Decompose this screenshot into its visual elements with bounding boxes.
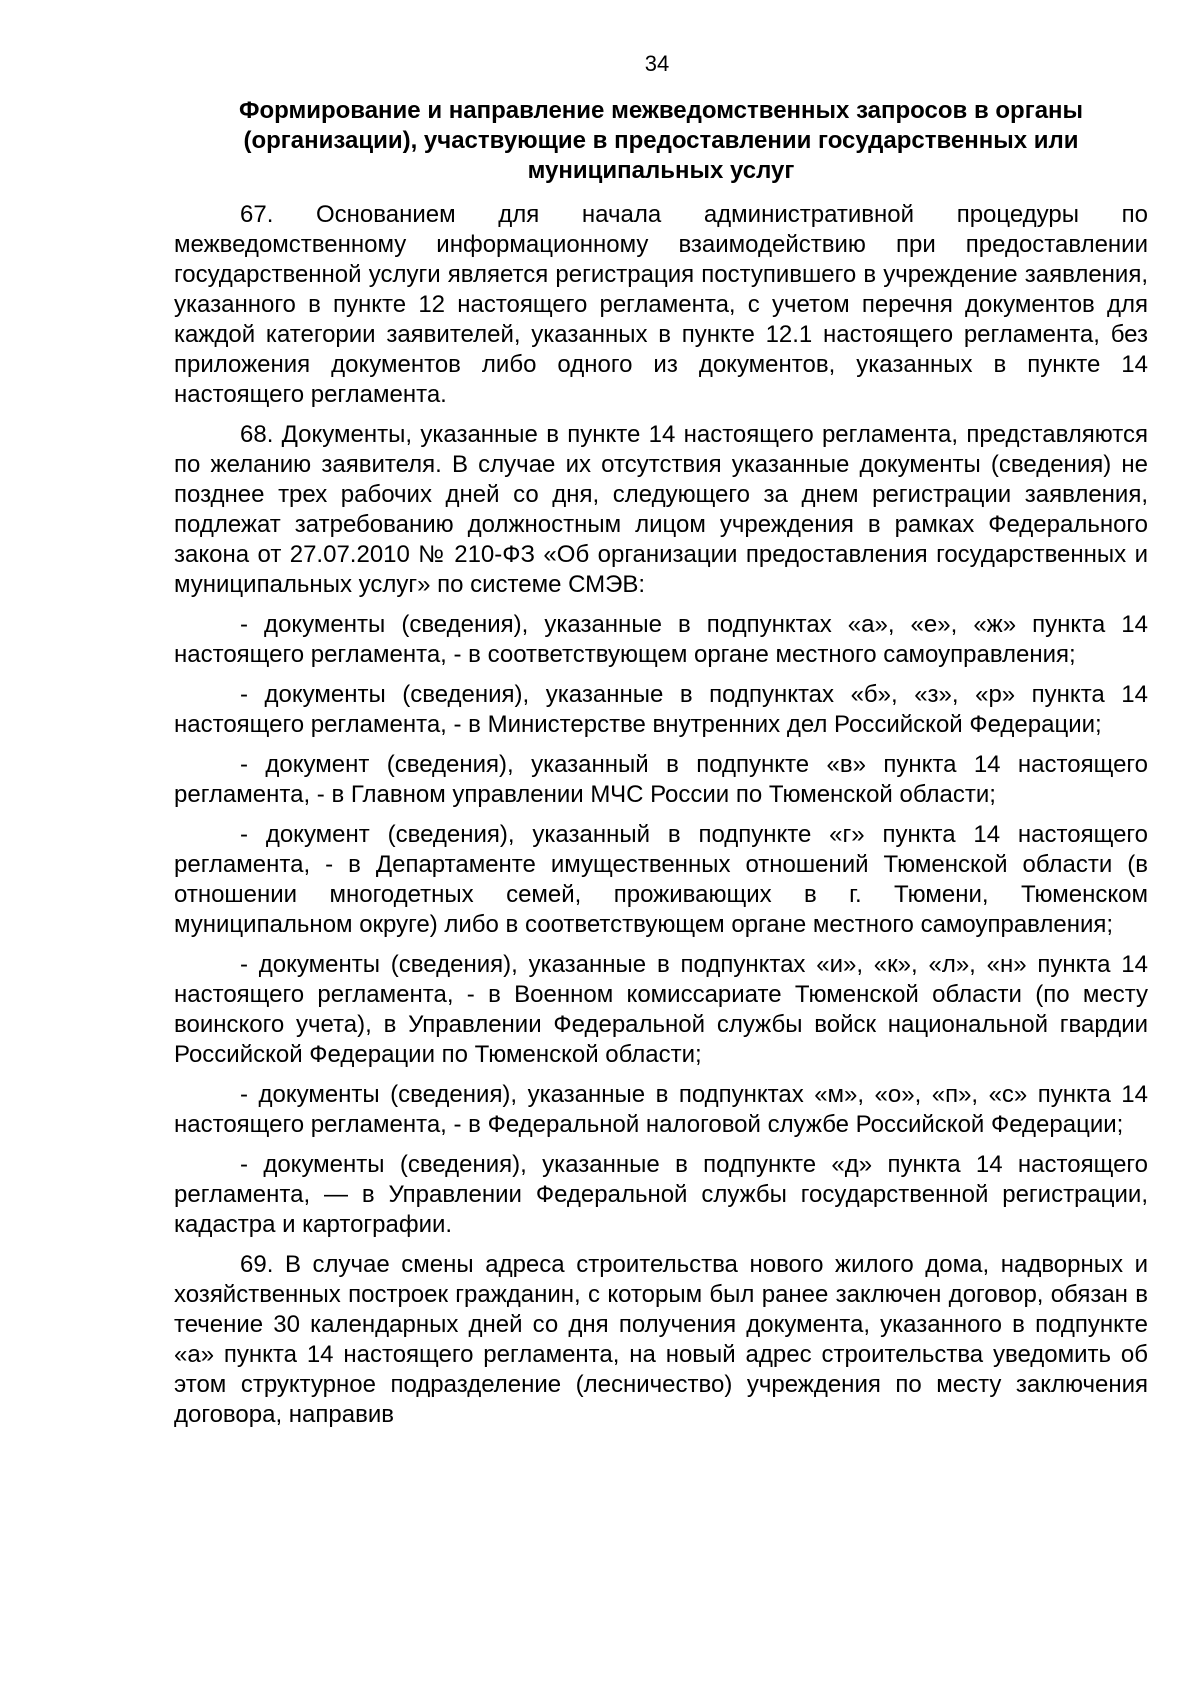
list-item-local-government: - документы (сведения), указанные в подпунктах «а», «е», «ж» пункта 14 настоящего регламента, - в соответствующем органе местного самоуправления; bbox=[174, 611, 1148, 668]
list-item-emergency-ministry: - документ (сведения), указанный в подпункте «в» пункта 14 настоящего регламента, - в Главном управлении МЧС России по Тюменской области; bbox=[174, 751, 1148, 808]
list-item-tax-service: - документы (сведения), указанные в подпунктах «м», «о», «п», «с» пункта 14 настоящего регламента, - в Федеральной налоговой службе Российской Федерации; bbox=[174, 1081, 1148, 1138]
section-heading: Формирование и направление межведомственных запросов в органы (организации), участвующие в предоставлении государственных или муниципальных услуг bbox=[238, 97, 1084, 184]
list-item-interior-ministry: - документы (сведения), указанные в подпунктах «б», «з», «р» пункта 14 настоящего регламента, - в Министерстве внутренних дел Российской Федерации; bbox=[174, 681, 1148, 738]
paragraph-67: 67. Основанием для начала административной процедуры по межведомственному информационному взаимодействию при предоставлении государственной услуги является регистрация поступившего в учреждение заявления, указанного в пункте 12 настоящего регламента, с учетом перечня документов для каждой категории заявителей, указанных в пункте 12.1 настоящего регламента, без приложения документов либо одного из документов, указанных в пункте 14 настоящего регламента. bbox=[174, 201, 1148, 408]
page-number: 34 bbox=[644, 51, 670, 76]
paragraph-69: 69. В случае смены адреса строительства нового жилого дома, надворных и хозяйственных построек гражданин, с которым был ранее заключен договор, обязан в течение 30 календарных дней со дня получения документа, указанного в подпункте «а» пункта 14 настоящего регламента, на новый адрес строительства уведомить об этом структурное подразделение (лесничество) учреждения по месту заключения договора, направив bbox=[174, 1251, 1148, 1428]
list-item-property-department: - документ (сведения), указанный в подпункте «г» пункта 14 настоящего регламента, - в Департаменте имущественных отношений Тюменской области (в отношении многодетных семей, проживающих в г. Тюмени, Тюменском муниципальном округе) либо в соответствующем органе местного самоуправления; bbox=[174, 821, 1148, 938]
paragraph-68: 68. Документы, указанные в пункте 14 настоящего регламента, представляются по желанию заявителя. В случае их отсутствия указанные документы (сведения) не позднее трех рабочих дней со дня, следующего за днем регистрации заявления, подлежат затребованию должностным лицом учреждения в рамках Федерального закона от 27.07.2010 № 210-ФЗ «Об организации предоставления государственных и муниципальных услуг» по системе СМЭВ: bbox=[174, 421, 1148, 598]
list-item-registration-service: - документы (сведения), указанные в подпункте «д» пункта 14 настоящего регламента, — в Управлении Федеральной службы государственной регистрации, кадастра и картографии. bbox=[174, 1151, 1148, 1238]
list-item-military-commissariat: - документы (сведения), указанные в подпунктах «и», «к», «л», «н» пункта 14 настоящего регламента, - в Военном комиссариате Тюменской области (по месту воинского учета), в Управлении Федеральной службы войск национальной гвардии Российской Федерации по Тюменской области; bbox=[174, 951, 1148, 1068]
document-page bbox=[174, 52, 1148, 1440]
